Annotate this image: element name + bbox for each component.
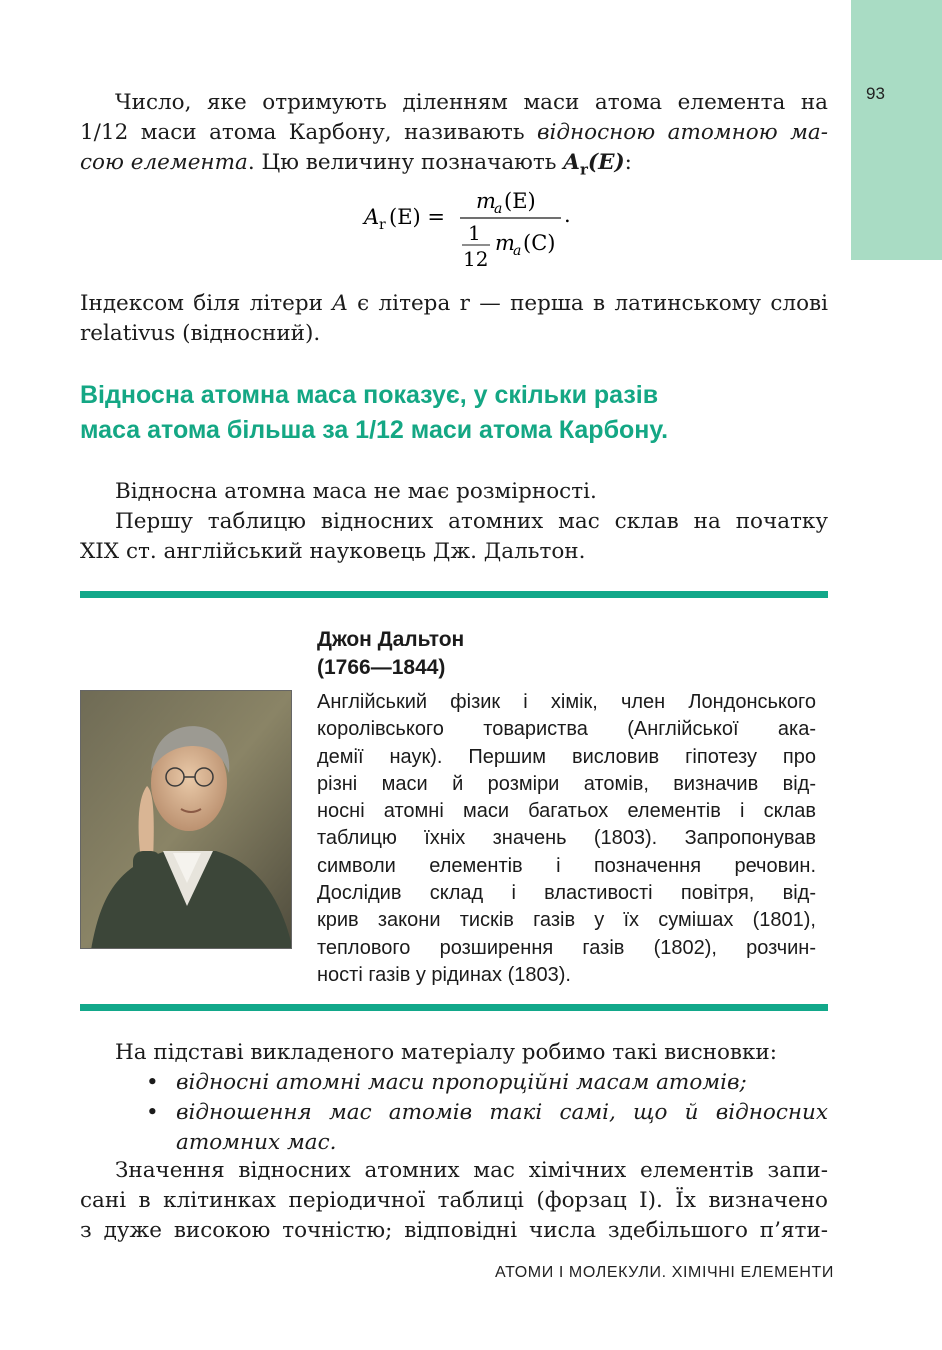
formula-den-sub: a xyxy=(513,243,522,259)
relative-mass-formula xyxy=(362,186,602,276)
chapter-tab xyxy=(851,0,942,260)
bio-name: Джон Дальтон xyxy=(317,628,465,651)
formula-lhs: A xyxy=(364,205,380,229)
paragraph-line: XIX ст. англійський науковець Дж. Дальтон. xyxy=(80,539,586,564)
formula-num-sub: a xyxy=(494,201,503,217)
paragraph-line xyxy=(80,118,828,148)
formula-frac-num: 1 xyxy=(468,221,481,245)
bullet-text: відношення мас атомів такі самі, що й відносних xyxy=(176,1100,828,1125)
bio-line: символи елементів і позначення речовин. xyxy=(317,854,816,877)
bio-line: носні атомні маси багатьох елементів і склав xyxy=(317,800,816,823)
symbol-letter: A xyxy=(563,150,580,175)
text-span: . Цю величину позначають xyxy=(247,150,564,175)
bio-line: різні маси й розміри атомів, визначив від- xyxy=(317,772,816,795)
bullet-item xyxy=(80,1068,828,1098)
page-number: 93 xyxy=(866,84,885,103)
portrait-image xyxy=(81,691,292,949)
paragraph-line: Значення відносних атомних мас хімічних елементів запи- xyxy=(115,1158,828,1183)
formula-den-m: m xyxy=(495,231,515,255)
paragraph-line: Першу таблицю відносних атомних мас склав на початку xyxy=(115,509,828,534)
bullet-marker: • xyxy=(146,1070,159,1095)
bullet-text: відносні атомні маси пропорційні масам атомів; xyxy=(176,1070,747,1095)
formula-lhs-sub: r xyxy=(379,217,386,233)
text-span: Індексом біля літери xyxy=(80,291,333,316)
bio-line: Англійський фізик і хімік, член Лондонського xyxy=(317,691,816,713)
formula-lhs-arg: (E) = xyxy=(389,205,445,229)
formula-frac-den: 12 xyxy=(463,247,489,271)
bio-line: крив закони тисків газів у їх сумішах (1801), xyxy=(317,909,816,932)
index-paragraph xyxy=(80,289,828,349)
bullet-item xyxy=(80,1098,828,1128)
bio-line: демії наук). Першим висловив гіпотезу про xyxy=(317,745,816,768)
bio-line: ності газів у рідинах (1803). xyxy=(317,963,571,986)
paragraph-line: з дуже високою точністю; відповідні числа здебільшого п’яти- xyxy=(80,1218,828,1243)
bio-heading xyxy=(317,626,828,682)
italic-letter: A xyxy=(332,291,348,316)
paragraph-line: Число, яке отримують діленням маси атома елемента на xyxy=(115,90,828,115)
bio-text xyxy=(317,689,816,989)
symbol-argument: (E) xyxy=(587,150,625,175)
paragraph-line: Відносна атомна маса не має розмірності. xyxy=(115,479,597,504)
text-span: є літера r — перша в латинському слові xyxy=(347,291,828,316)
italic-term: відносною атомною ма- xyxy=(536,120,828,145)
italic-term: сою елемента xyxy=(80,150,248,175)
formula-den-arg: (C) xyxy=(523,231,556,255)
paragraph-line: relativus (відносний). xyxy=(80,321,321,346)
colon: : xyxy=(624,150,632,175)
bio-top-rule xyxy=(80,591,828,598)
values-paragraph xyxy=(80,1156,828,1246)
key-statement xyxy=(80,378,828,448)
conclusions xyxy=(80,1038,828,1158)
bio-years: (1766—1844) xyxy=(317,656,446,679)
key-statement-line: Відносна атомна маса показує, у скільки разів xyxy=(80,381,659,409)
running-footer: АТОМИ І МОЛЕКУЛИ. ХІМІЧНІ ЕЛЕМЕНТИ xyxy=(495,1264,834,1281)
paragraph-line: сані в клітинках періодичної таблиці (форзац I). Їх визначено xyxy=(80,1188,828,1213)
formula-num-arg: (E) xyxy=(504,189,536,213)
history-paragraphs xyxy=(80,477,828,567)
symbol-ar xyxy=(563,150,625,179)
symbol-subscript: r xyxy=(579,160,588,179)
bio-line: теплового розширення газів (1802), розчин- xyxy=(317,936,816,959)
bio-line: королівського товариства (Англійської ака- xyxy=(317,718,816,741)
formula-period: . xyxy=(564,203,571,227)
formula-graphic xyxy=(362,186,602,276)
bio-line: таблицю їхніх значень (1803). Запропонував xyxy=(317,827,816,850)
bullet-text-continuation: атомних мас. xyxy=(176,1130,337,1155)
conclusions-intro: На підставі викладеного матеріалу робимо такі висновки: xyxy=(115,1040,778,1065)
dalton-portrait xyxy=(80,690,292,949)
paragraph-line xyxy=(80,289,828,319)
bullet-marker: • xyxy=(146,1100,159,1125)
paragraph-line xyxy=(80,148,828,184)
bio-line: Дослідив склад і властивості повітря, від- xyxy=(317,882,816,905)
bio-bottom-rule xyxy=(80,1004,828,1011)
definition-paragraph xyxy=(80,88,828,184)
text-span: 1/12 маси атома Карбону, називають xyxy=(80,120,537,145)
formula-num-m: m xyxy=(476,189,496,213)
key-statement-line: маса атома більша за 1/12 маси атома Карбону. xyxy=(80,416,669,444)
